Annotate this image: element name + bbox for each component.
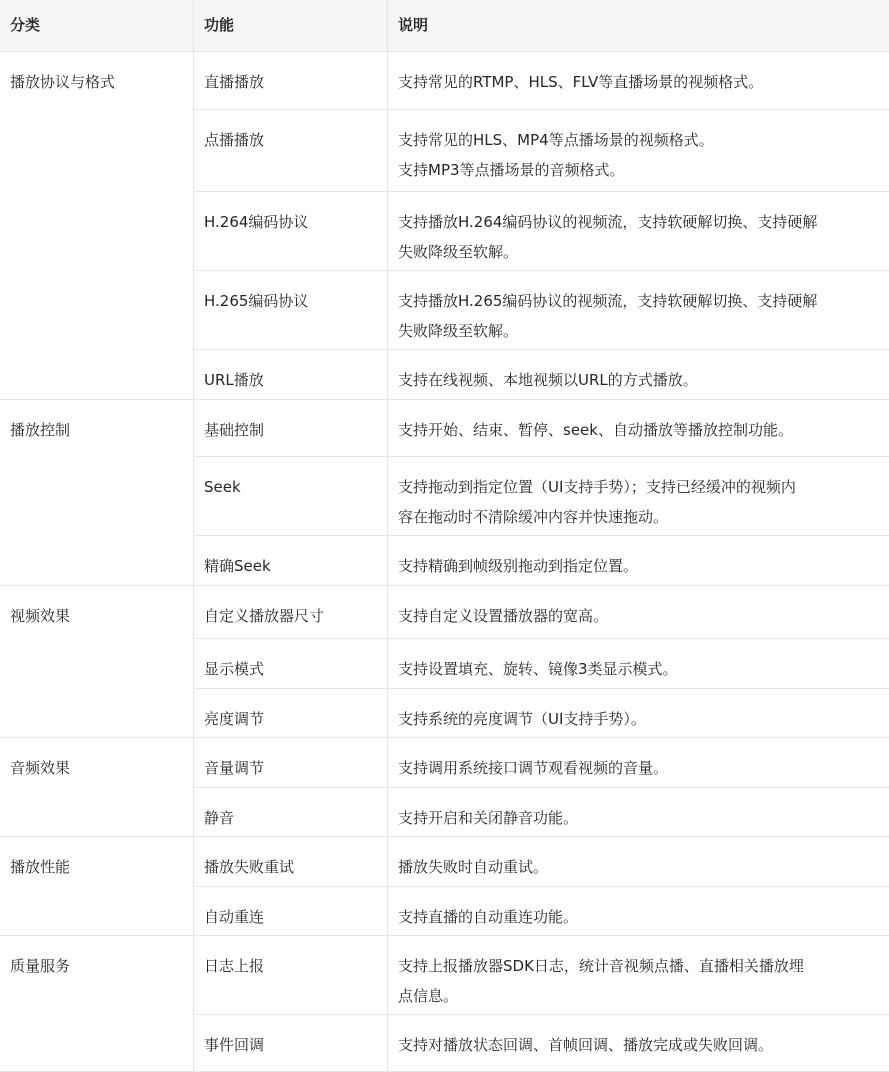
description-cell bbox=[388, 935, 889, 1014]
description-cell bbox=[388, 349, 889, 399]
description-cell bbox=[388, 585, 889, 638]
description-cell bbox=[388, 535, 889, 585]
description-cell bbox=[388, 638, 889, 688]
description-line: 支持上报播放器SDK日志，统计音视频点播、直播相关播放埋 bbox=[398, 957, 804, 975]
feature-cell: 事件回调 bbox=[194, 1014, 388, 1071]
description-line: 支持拖动到指定位置（UI支持手势）；支持已经缓冲的视频内 bbox=[398, 478, 796, 496]
description-line: 支持调用系统接口调节观看视频的音量。 bbox=[398, 759, 669, 777]
description-line: 失败降级至软解。 bbox=[398, 243, 519, 261]
description-line: 支持常见的RTMP、HLS、FLV等直播场景的视频格式。 bbox=[398, 73, 764, 91]
category-cell: 质量服务 bbox=[0, 935, 194, 1071]
feature-cell: 直播播放 bbox=[194, 51, 388, 109]
category-cell: 视频效果 bbox=[0, 585, 194, 737]
description-line: 失败降级至软解。 bbox=[398, 322, 519, 340]
description-cell bbox=[388, 1014, 889, 1071]
description-line: 支持设置填充、旋转、镜像3类显示模式。 bbox=[398, 660, 678, 678]
description-cell bbox=[388, 886, 889, 935]
description-cell bbox=[388, 688, 889, 737]
header-category: 分类 bbox=[0, 0, 194, 51]
feature-cell: 静音 bbox=[194, 787, 388, 836]
feature-cell: Seek bbox=[194, 456, 388, 535]
description-line: 支持播放H.265编码协议的视频流，支持软硬解切换、支持硬解 bbox=[398, 292, 818, 310]
feature-cell: 日志上报 bbox=[194, 935, 388, 1014]
description-line: 支持对播放状态回调、首帧回调、播放完成或失败回调。 bbox=[398, 1036, 774, 1054]
description-cell bbox=[388, 399, 889, 456]
category-cell: 播放性能 bbox=[0, 836, 194, 935]
description-line: 支持开始、结束、暂停、seek、自动播放等播放控制功能。 bbox=[398, 421, 793, 439]
description-line: 支持在线视频、本地视频以URL的方式播放。 bbox=[398, 371, 698, 389]
description-line: 播放失败时自动重试。 bbox=[398, 858, 549, 876]
description-line: 支持常见的HLS、MP4等点播场景的视频格式。 bbox=[398, 131, 714, 149]
description-cell bbox=[388, 836, 889, 886]
description-cell bbox=[388, 456, 889, 535]
description-cell bbox=[388, 191, 889, 270]
feature-cell: 精确Seek bbox=[194, 535, 388, 585]
description-line: 支持自定义设置播放器的宽高。 bbox=[398, 607, 609, 625]
description-cell bbox=[388, 109, 889, 191]
feature-cell: H.264编码协议 bbox=[194, 191, 388, 270]
description-line: 支持精确到帧级别拖动到指定位置。 bbox=[398, 557, 639, 575]
description-line: 支持MP3等点播场景的音频格式。 bbox=[398, 161, 625, 179]
feature-cell: 音量调节 bbox=[194, 737, 388, 787]
description-cell bbox=[388, 270, 889, 349]
description-line: 点信息。 bbox=[398, 987, 459, 1005]
feature-cell: 自定义播放器尺寸 bbox=[194, 585, 388, 638]
description-cell bbox=[388, 737, 889, 787]
description-line: 支持播放H.264编码协议的视频流，支持软硬解切换、支持硬解 bbox=[398, 213, 818, 231]
feature-cell: 基础控制 bbox=[194, 399, 388, 456]
description-line: 支持系统的亮度调节（UI支持手势）。 bbox=[398, 710, 646, 728]
category-cell: 音频效果 bbox=[0, 737, 194, 836]
description-cell bbox=[388, 51, 889, 109]
header-description: 说明 bbox=[388, 0, 889, 51]
feature-cell: 亮度调节 bbox=[194, 688, 388, 737]
feature-cell: 自动重连 bbox=[194, 886, 388, 935]
feature-cell: 点播播放 bbox=[194, 109, 388, 191]
description-line: 容在拖动时不清除缓冲内容并快速拖动。 bbox=[398, 508, 669, 526]
feature-cell: 显示模式 bbox=[194, 638, 388, 688]
header-feature: 功能 bbox=[194, 0, 388, 51]
description-cell bbox=[388, 787, 889, 836]
category-cell: 播放协议与格式 bbox=[0, 51, 194, 399]
feature-cell: 播放失败重试 bbox=[194, 836, 388, 886]
description-line: 支持直播的自动重连功能。 bbox=[398, 908, 579, 926]
feature-cell: URL播放 bbox=[194, 349, 388, 399]
feature-cell: H.265编码协议 bbox=[194, 270, 388, 349]
category-cell: 播放控制 bbox=[0, 399, 194, 585]
description-line: 支持开启和关闭静音功能。 bbox=[398, 809, 579, 827]
